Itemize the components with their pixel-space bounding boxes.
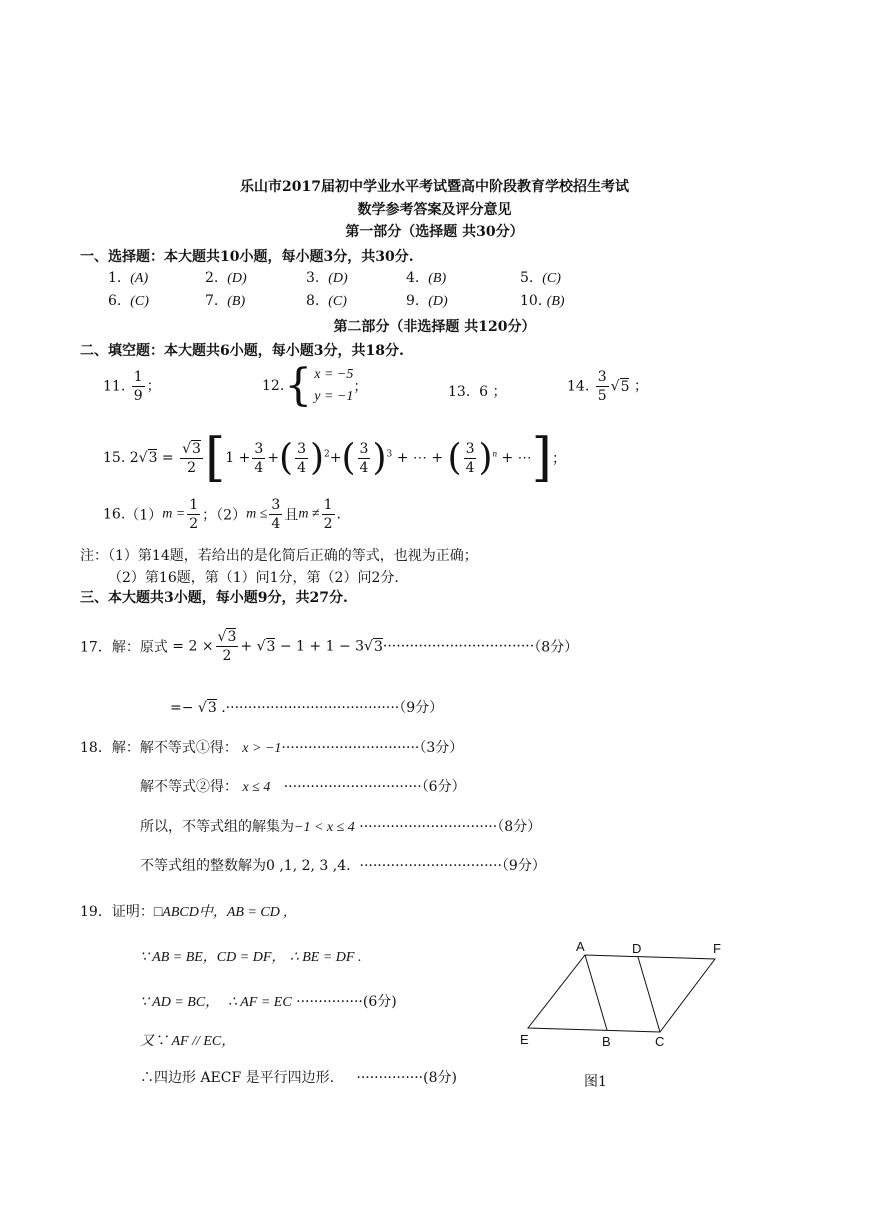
segment-ab bbox=[585, 955, 607, 1030]
doc-subtitle: 数学参考答案及评分意见 bbox=[357, 202, 512, 218]
answer-8: 8. (C) bbox=[306, 293, 347, 309]
q19-line2: ∵ AB = BE，CD = DF， ∴ BE = DF . bbox=[140, 950, 362, 965]
part1-heading: 第一部分（选择题 共30分） bbox=[345, 224, 524, 240]
answer-3: 3. (D) bbox=[306, 270, 348, 286]
answer-9: 9. (D) bbox=[406, 293, 448, 309]
q19-line4: 又∵ AF // EC， bbox=[140, 1034, 236, 1049]
answer-7: 7. (B) bbox=[205, 293, 246, 309]
fill-15: 15. 2√3 = $\frac{√3}{2}$ [1 + $\frac{3}{4}$ +( $\frac{3}{4}$ )$^2$+( $\frac{3}{4}$ )$^3$ + ⋯ + ( $\frac{3}{4}$ )$^n$ + ⋯]； bbox=[103, 428, 566, 488]
label-f: F bbox=[713, 941, 721, 956]
figure-caption: 图1 bbox=[584, 1074, 607, 1090]
label-c: C bbox=[655, 1034, 665, 1049]
q19-line1: 19．证明：□ABCD中，AB = CD , bbox=[80, 904, 287, 920]
fill-16: 16.（1）m = $\frac{1}{2}$ ；（2）m ≤ $\frac{3}{4}$ 且m ≠ $\frac{1}{2}$ . bbox=[103, 497, 341, 532]
q18-line1: 18．解：解不等式①得： x > −1·······························（3分） bbox=[80, 740, 464, 756]
figure-outline bbox=[528, 955, 715, 1032]
label-d: D bbox=[632, 941, 642, 956]
fill-13: 13. 6 ； bbox=[448, 384, 507, 400]
q18-line4: 不等式组的整数解为0 ,1, 2, 3 ,4. ································（9分） bbox=[140, 858, 546, 874]
answer-10: 10. (B) bbox=[520, 293, 565, 309]
q19-line3: ∵ AD = BC， ∴ AF = EC ···············(6分) bbox=[140, 994, 397, 1010]
note-2: （2）第16题，第（1）问1分，第（2）问2分. bbox=[108, 570, 399, 586]
answer-1: 1. (A) bbox=[108, 270, 149, 286]
fill-11: 11. $\frac{1}{9}$ ； bbox=[103, 369, 161, 404]
part2-heading: 第二部分（非选择题 共120分） bbox=[333, 319, 536, 335]
q17-line1: 17．解：原式 = 2 × $\frac{√3}{2}$ + √3 − 1 + 1 − 3√3··································（8分） bbox=[80, 629, 579, 664]
section3-heading: 三、本大题共3小题，每小题9分，共27分. bbox=[80, 590, 348, 606]
label-a: A bbox=[576, 939, 585, 954]
answer-2: 2. (D) bbox=[205, 270, 247, 286]
section1-heading: 一、选择题：本大题共10小题，每小题3分，共30分. bbox=[80, 249, 414, 265]
note-1: 注：（1）第14题，若给出的是化简后正确的等式，也视为正确； bbox=[80, 548, 478, 564]
parallelogram-figure bbox=[510, 935, 740, 1055]
answer-5: 5. (C) bbox=[520, 270, 561, 286]
q18-line3: 所以，不等式组的解集为−1 < x ≤ 4 ·······························（8分） bbox=[140, 819, 542, 835]
q17-line2: =− √3 .·······································（9分） bbox=[170, 700, 444, 716]
fill-12: 12.{ x = −5 y = −1 ； bbox=[262, 360, 368, 411]
q18-line2: 解不等式②得： x ≤ 4 ·······························（6分） bbox=[140, 779, 466, 795]
section2-heading: 二、填空题：本大题共6小题，每小题3分，共18分. bbox=[80, 343, 404, 359]
doc-title: 乐山市2017届初中学业水平考试暨高中阶段教育学校招生考试 bbox=[240, 179, 629, 195]
q19-line5: ∴四边形 AECF 是平行四边形. ···············(8分) bbox=[140, 1070, 457, 1086]
answer-6: 6. (C) bbox=[108, 293, 149, 309]
segment-dc bbox=[638, 957, 660, 1032]
fill-14: 14. $\frac{3}{5}$ √5 ； bbox=[567, 369, 648, 404]
label-b: B bbox=[602, 1034, 611, 1049]
label-e: E bbox=[520, 1032, 529, 1047]
answer-4: 4. (B) bbox=[406, 270, 447, 286]
